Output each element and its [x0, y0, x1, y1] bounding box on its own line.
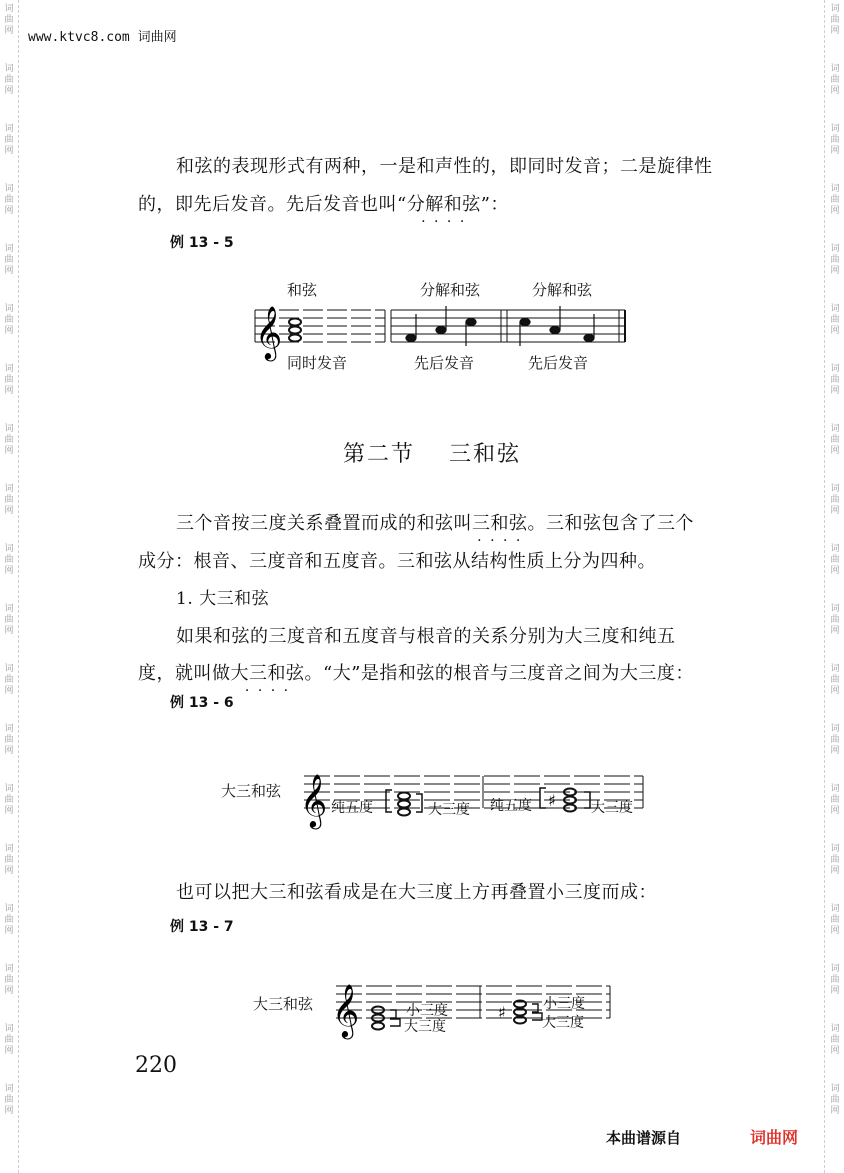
- paragraph-1-line-2-pre: 的，即先后发音。先后发音也叫“: [138, 194, 407, 215]
- watermark-group: [830, 540, 839, 600]
- watermark-char: 曲: [4, 255, 14, 265]
- right-border-line: [824, 0, 825, 1173]
- watermark-char: 网: [830, 986, 840, 996]
- ex136-right-outer: 纯五度: [490, 798, 532, 814]
- subheading-major-triad: 1. 大三和弦: [176, 589, 270, 609]
- watermark-char: 词: [830, 844, 840, 854]
- watermark-char: 网: [830, 566, 840, 576]
- watermark-char: 曲: [830, 675, 840, 685]
- watermark-char: 曲: [4, 375, 14, 385]
- watermark-group: [830, 1080, 839, 1140]
- footer-brand-link[interactable]: 词曲网: [750, 1128, 799, 1147]
- watermark-char: 词: [4, 244, 14, 254]
- treble-clef-icon: 𝄞: [332, 983, 360, 1037]
- watermark-char: 词: [830, 724, 840, 734]
- watermark-char: 曲: [830, 1095, 840, 1105]
- watermark-char: 网: [830, 326, 840, 336]
- watermark-group: [4, 60, 13, 120]
- sharp-icon: ♯: [548, 791, 556, 810]
- left-border-line: [18, 0, 19, 1173]
- watermark-char: 词: [4, 604, 14, 614]
- watermark-char: 曲: [830, 555, 840, 565]
- watermark-group: [830, 780, 839, 840]
- watermark-char: 词: [4, 484, 14, 494]
- watermark-group: [830, 420, 839, 480]
- ex135-label-above-1: 和弦: [287, 281, 318, 299]
- watermark-char: 网: [4, 686, 14, 696]
- watermark-char: 网: [4, 446, 14, 456]
- watermark-char: 网: [830, 686, 840, 696]
- watermark-char: 曲: [4, 615, 14, 625]
- major-triad-chord-2: [514, 1001, 526, 1024]
- watermark-char: 曲: [830, 495, 840, 505]
- watermark-group: [830, 660, 839, 720]
- watermark-char: 词: [4, 904, 14, 914]
- paragraph-1-line-2: [138, 186, 509, 224]
- example-label-13-6: 例 13 - 6: [170, 695, 234, 711]
- watermark-char: 网: [830, 1106, 840, 1116]
- watermark-char: 曲: [830, 315, 840, 325]
- watermark-char: 网: [4, 926, 14, 936]
- watermark-char: 词: [830, 784, 840, 794]
- watermark-char: 曲: [4, 675, 14, 685]
- watermark-char: 词: [4, 304, 14, 314]
- watermark-char: 网: [4, 866, 14, 876]
- watermark-char: 词: [4, 724, 14, 734]
- staff-lines: [304, 776, 643, 808]
- watermark-char: 曲: [830, 195, 840, 205]
- watermark-char: 曲: [4, 915, 14, 925]
- watermark-char: 网: [4, 626, 14, 636]
- ex135-label-below-2: 先后发音: [414, 354, 475, 372]
- paragraph-2-line-2: 成分：根音、三度音和五度音。三和弦从结构性质上分为四种。: [138, 551, 656, 572]
- section-title: 三和弦: [449, 442, 522, 467]
- watermark-group: [4, 360, 13, 420]
- watermark-char: 网: [4, 1106, 14, 1116]
- paragraph-3-line-1: 如果和弦的三度音和五度音与根音的关系分别为大三度和纯五: [176, 626, 676, 647]
- watermark-char: 词: [830, 304, 840, 314]
- watermark-group: [830, 360, 839, 420]
- staff-example-13-6: [298, 768, 648, 828]
- watermark-group: [830, 1020, 839, 1080]
- ex137-lower-interval-1: 大三度: [404, 1019, 446, 1035]
- ex136-chord-name: 大三和弦: [221, 782, 282, 800]
- watermark-char: 网: [4, 506, 14, 516]
- watermark-group: [830, 720, 839, 780]
- watermark-char: 网: [830, 386, 840, 396]
- watermark-char: 词: [830, 244, 840, 254]
- watermark-group: [4, 960, 13, 1020]
- watermark-group: [4, 480, 13, 540]
- watermark-char: 网: [830, 446, 840, 456]
- watermark-group: [4, 600, 13, 660]
- ex137-upper-interval-1: 小三度: [406, 1003, 448, 1019]
- watermark-group: [4, 720, 13, 780]
- watermark-char: 网: [4, 266, 14, 276]
- watermark-char: 网: [830, 86, 840, 96]
- watermark-char: 词: [4, 364, 14, 374]
- watermark-group: [4, 1020, 13, 1080]
- watermark-char: 网: [4, 326, 14, 336]
- watermark-group: [4, 840, 13, 900]
- site-header: www.ktvc8.com 词曲网: [28, 30, 177, 45]
- watermark-group: [830, 60, 839, 120]
- paragraph-2-line-1-pre: 三个音按三度关系叠置而成的和弦叫: [176, 513, 472, 534]
- watermark-char: 词: [4, 964, 14, 974]
- paragraph-2-line-1: [176, 505, 694, 543]
- emphasized-term-arpeggio: 分解和弦 · · · ·: [407, 194, 481, 215]
- watermark-char: 曲: [4, 1095, 14, 1105]
- watermark-char: 词: [4, 844, 14, 854]
- watermark-char: 曲: [830, 975, 840, 985]
- watermark-group: [830, 480, 839, 540]
- watermark-char: 曲: [4, 735, 14, 745]
- ex136-left-outer: 纯五度: [331, 800, 373, 816]
- watermark-char: 词: [4, 1024, 14, 1034]
- watermark-char: 曲: [4, 15, 14, 25]
- watermark-group: [830, 600, 839, 660]
- ex135-label-above-2: 分解和弦: [420, 281, 481, 299]
- watermark-group: [4, 780, 13, 840]
- watermark-char: 词: [830, 424, 840, 434]
- watermark-char: 曲: [830, 855, 840, 865]
- ex137-lower-interval-2: 大三度: [542, 1015, 584, 1031]
- watermark-char: 曲: [830, 915, 840, 925]
- example-label-13-7: 例 13 - 7: [170, 919, 234, 935]
- paragraph-1-line-2-post: ”：: [480, 194, 509, 215]
- watermark-char: 曲: [4, 315, 14, 325]
- watermark-char: 网: [4, 26, 14, 36]
- watermark-char: 曲: [830, 15, 840, 25]
- page-number: 220: [135, 1053, 177, 1078]
- watermark-char: 网: [830, 626, 840, 636]
- staff-example-13-7: [330, 976, 615, 1036]
- footer-source-text: 本曲谱源自: [606, 1129, 682, 1147]
- watermark-char: 网: [830, 806, 840, 816]
- watermark-char: 词: [4, 64, 14, 74]
- watermark-char: 词: [830, 4, 840, 14]
- emphasized-term-triad: 三和弦 · · · ·: [472, 513, 528, 534]
- paragraph-3-line-2-pre: 度，就叫做: [138, 663, 231, 684]
- arpeggio-ascending: [406, 306, 476, 346]
- watermark-char: 网: [830, 1046, 840, 1056]
- watermark-char: 词: [4, 664, 14, 674]
- watermark-group: [830, 180, 839, 240]
- watermark-group: [4, 900, 13, 960]
- watermark-char: 曲: [4, 795, 14, 805]
- watermark-group: [830, 120, 839, 180]
- watermark-char: 网: [4, 1046, 14, 1056]
- watermark-char: 词: [830, 904, 840, 914]
- watermark-char: 词: [4, 784, 14, 794]
- watermark-char: 曲: [830, 735, 840, 745]
- watermark-group: [830, 240, 839, 300]
- left-watermark-strip: [2, 0, 16, 1173]
- watermark-char: 网: [830, 746, 840, 756]
- watermark-char: 网: [830, 926, 840, 936]
- watermark-char: 网: [4, 806, 14, 816]
- watermark-char: 曲: [4, 555, 14, 565]
- watermark-char: 网: [4, 566, 14, 576]
- watermark-group: [4, 180, 13, 240]
- watermark-char: 曲: [4, 495, 14, 505]
- watermark-char: 词: [4, 1084, 14, 1094]
- ex135-label-below-1: 同时发音: [287, 354, 348, 372]
- treble-clef-icon: 𝄞: [300, 773, 328, 827]
- watermark-char: 网: [830, 506, 840, 516]
- watermark-char: 词: [4, 184, 14, 194]
- ex137-chord-name: 大三和弦: [253, 995, 314, 1013]
- watermark-group: [830, 300, 839, 360]
- paragraph-4-line-1: 也可以把大三和弦看成是在大三度上方再叠置小三度而成：: [176, 882, 657, 903]
- watermark-group: [4, 300, 13, 360]
- watermark-char: 曲: [830, 255, 840, 265]
- right-watermark-strip: [828, 0, 842, 1173]
- watermark-char: 网: [4, 386, 14, 396]
- watermark-char: 词: [830, 364, 840, 374]
- watermark-group: [4, 0, 13, 60]
- ex136-right-inner: 大三度: [591, 800, 633, 816]
- section-number: 第二节: [343, 442, 416, 467]
- watermark-char: 词: [830, 1084, 840, 1094]
- watermark-char: 词: [4, 124, 14, 134]
- watermark-char: 曲: [4, 855, 14, 865]
- watermark-char: 曲: [830, 435, 840, 445]
- watermark-char: 网: [4, 146, 14, 156]
- watermark-char: 曲: [830, 135, 840, 145]
- watermark-char: 词: [830, 544, 840, 554]
- paragraph-3-line-2-post: 。“大”是指和弦的根音与三度音之间为大三度：: [304, 663, 694, 684]
- watermark-char: 曲: [830, 75, 840, 85]
- watermark-group: [4, 120, 13, 180]
- watermark-char: 曲: [4, 435, 14, 445]
- watermark-char: 曲: [4, 195, 14, 205]
- watermark-char: 词: [830, 604, 840, 614]
- major-triad-chord-1: [398, 793, 410, 816]
- staff-example-13-5: [245, 300, 635, 360]
- watermark-group: [4, 540, 13, 600]
- block-chord: [289, 319, 301, 342]
- watermark-char: 曲: [830, 795, 840, 805]
- watermark-char: 网: [830, 26, 840, 36]
- watermark-char: 网: [830, 266, 840, 276]
- watermark-char: 词: [4, 424, 14, 434]
- watermark-group: [830, 840, 839, 900]
- watermark-char: 词: [4, 544, 14, 554]
- ex137-upper-interval-2: 小三度: [543, 996, 585, 1012]
- ex136-left-inner: 大三度: [428, 802, 470, 818]
- watermark-char: 词: [830, 1024, 840, 1034]
- ex135-label-above-3: 分解和弦: [532, 281, 593, 299]
- emphasized-term-major-triad: 大三和弦 · · · ·: [231, 663, 305, 684]
- watermark-char: 曲: [830, 615, 840, 625]
- watermark-char: 词: [830, 664, 840, 674]
- watermark-char: 网: [4, 746, 14, 756]
- watermark-char: 词: [830, 184, 840, 194]
- sharp-icon: ♯: [498, 1003, 506, 1022]
- watermark-char: 词: [830, 964, 840, 974]
- watermark-char: 曲: [4, 975, 14, 985]
- watermark-group: [4, 420, 13, 480]
- watermark-group: [830, 900, 839, 960]
- watermark-char: 曲: [4, 135, 14, 145]
- ex135-label-below-3: 先后发音: [528, 354, 589, 372]
- treble-clef-icon: 𝄞: [255, 305, 283, 359]
- watermark-group: [830, 960, 839, 1020]
- watermark-char: 网: [4, 986, 14, 996]
- watermark-group: [4, 660, 13, 720]
- example-label-13-5: 例 13 - 5: [170, 235, 234, 251]
- watermark-char: 曲: [830, 375, 840, 385]
- watermark-char: 词: [4, 4, 14, 14]
- section-heading: [343, 437, 555, 468]
- watermark-char: 网: [4, 86, 14, 96]
- watermark-char: 词: [830, 484, 840, 494]
- watermark-group: [4, 240, 13, 300]
- watermark-char: 曲: [4, 75, 14, 85]
- watermark-char: 网: [830, 146, 840, 156]
- watermark-char: 词: [830, 124, 840, 134]
- watermark-char: 曲: [830, 1035, 840, 1045]
- watermark-char: 网: [830, 866, 840, 876]
- watermark-char: 网: [830, 206, 840, 216]
- watermark-char: 网: [4, 206, 14, 216]
- watermark-char: 曲: [4, 1035, 14, 1045]
- watermark-group: [830, 0, 839, 60]
- watermark-group: [4, 1080, 13, 1140]
- paragraph-2-line-1-post: 。三和弦包含了三个: [527, 513, 694, 534]
- paragraph-3-line-2: [138, 655, 694, 693]
- watermark-char: 词: [830, 64, 840, 74]
- paragraph-1-line-1: 和弦的表现形式有两种，一是和声性的，即同时发音；二是旋律性: [176, 156, 713, 177]
